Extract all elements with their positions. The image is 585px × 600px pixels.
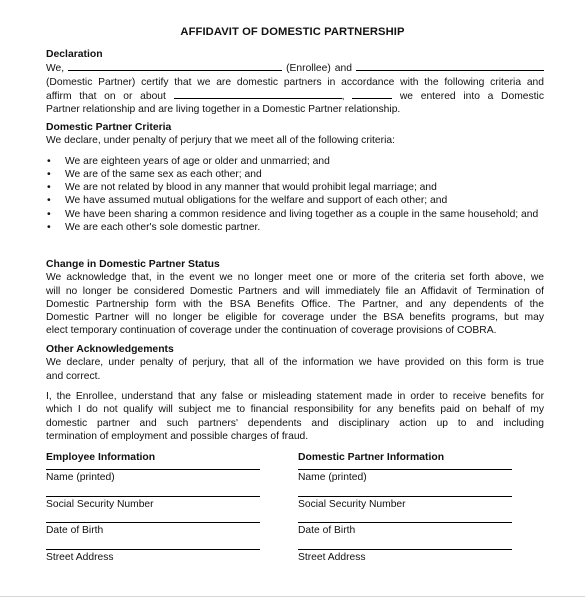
signature-line[interactable] — [298, 522, 512, 523]
declaration-line-3 — [46, 89, 544, 103]
page-bottom-divider — [0, 596, 585, 597]
list-item: • We have assumed mutual obligations for the welfare and support of each other; and — [46, 194, 544, 207]
employee-address-field[interactable] — [46, 544, 262, 571]
declaration-heading: Declaration — [46, 49, 103, 60]
criteria-intro: We declare, under penalty of perjury that we meet all of the following criteria: — [46, 135, 395, 147]
field-label: Date of Birth — [298, 525, 356, 537]
partner-name-field[interactable] — [298, 464, 514, 491]
criteria-heading: Domestic Partner Criteria — [46, 122, 172, 133]
partner-info-heading: Domestic Partner Information — [298, 452, 445, 463]
signature-line[interactable] — [298, 496, 512, 497]
list-item: • We have been sharing a common residence and living together as a couple in the same household; and — [46, 208, 544, 221]
employee-dob-field[interactable] — [46, 517, 262, 544]
signature-line[interactable] — [298, 549, 512, 550]
declaration-line-1 — [46, 61, 544, 75]
document-title: AFFIDAVIT OF DOMESTIC PARTNERSHIP — [180, 26, 405, 38]
partner-dob-field[interactable] — [298, 517, 514, 544]
partner-name-blank[interactable] — [356, 61, 544, 71]
date-month-day-blank[interactable] — [174, 89, 342, 99]
enrollee-statement — [46, 390, 544, 443]
acknowledgements-section — [46, 343, 544, 383]
status-change-line: We acknowledge that, in the event we no longer meet one or more of the criteria set forth above, we — [46, 272, 544, 284]
partner-ssn-field[interactable] — [298, 491, 514, 518]
employee-name-field[interactable] — [46, 464, 262, 491]
enrollee-label: (Enrollee) — [286, 63, 331, 75]
date-comma: , — [341, 90, 345, 102]
employee-info-column — [46, 451, 262, 571]
criteria-section — [46, 121, 544, 234]
entered-text: we entered into a Domestic — [399, 90, 544, 102]
enrollee-statement-line: domestic partner and such partners' dependents and disciplinary action up to and including — [46, 417, 544, 429]
acknowledgements-line: and correct. — [46, 370, 101, 382]
list-item: • We are each other's sole domestic partner. — [46, 221, 544, 234]
field-label: Name (printed) — [298, 472, 367, 484]
enrollee-name-blank[interactable] — [68, 61, 282, 71]
date-year-blank[interactable] — [352, 89, 392, 99]
signature-line[interactable] — [46, 549, 260, 550]
partner-address-field[interactable] — [298, 544, 514, 571]
employee-info-heading: Employee Information — [46, 452, 156, 463]
we-label: We, — [46, 63, 65, 75]
status-change-line: will no longer be considered Domestic Partners and will immediately file an Affidavit of Termination of — [46, 285, 544, 297]
signature-line[interactable] — [46, 496, 260, 497]
list-item: • We are of the same sex as each other; and — [46, 168, 544, 181]
enrollee-statement-line: which I do not qualify will subject me to financial responsibility for any benefits paid on behalf of my — [46, 404, 544, 416]
declaration-section — [46, 48, 544, 116]
declaration-line-4: Partner relationship and are living together in a Domestic Partner relationship. — [46, 104, 401, 116]
field-label: Street Address — [298, 552, 366, 564]
list-item: • We are eighteen years of age or older and unmarried; and — [46, 155, 544, 168]
signature-line[interactable] — [298, 469, 512, 470]
enrollee-statement-line: termination of employment and possible charges of fraud. — [46, 430, 309, 442]
field-label: Social Security Number — [46, 498, 154, 510]
affirm-text: affirm that on or about — [46, 90, 166, 102]
status-change-line: Domestic Partner will no longer be eligible for coverage under the BSA benefits programs, but may — [46, 312, 544, 324]
status-change-line: elect temporary continuation of coverage under the continuation of coverage provisions of COBRA. — [46, 325, 497, 337]
status-change-line: Domestic Partnership form with the BSA Benefits Office. The Partner, and any dependents of the — [46, 298, 544, 310]
field-label: Name (printed) — [46, 472, 115, 484]
signature-line[interactable] — [46, 469, 260, 470]
enrollee-statement-line: I, the Enrollee, understand that any false or misleading statement made in order to receive benefits for — [46, 391, 544, 402]
and-label: and — [334, 63, 352, 75]
partner-info-column — [298, 451, 514, 571]
acknowledgements-line: We declare, under penalty of perjury, that all of the information we have provided on this form is true — [46, 357, 544, 369]
field-label: Street Address — [46, 552, 114, 564]
status-change-heading: Change in Domestic Partner Status — [46, 259, 220, 270]
list-item: • We are not related by blood in any manner that would prohibit legal marriage; and — [46, 181, 544, 194]
status-change-section — [46, 258, 544, 338]
employee-ssn-field[interactable] — [46, 491, 262, 518]
field-label: Social Security Number — [298, 498, 406, 510]
field-label: Date of Birth — [46, 525, 104, 537]
acknowledgements-heading: Other Acknowledgements — [46, 344, 174, 355]
criteria-list — [46, 155, 544, 235]
declaration-line-2: (Domestic Partner) certify that we are domestic partners in accordance with the following criteria and — [46, 76, 544, 88]
signature-line[interactable] — [46, 522, 260, 523]
